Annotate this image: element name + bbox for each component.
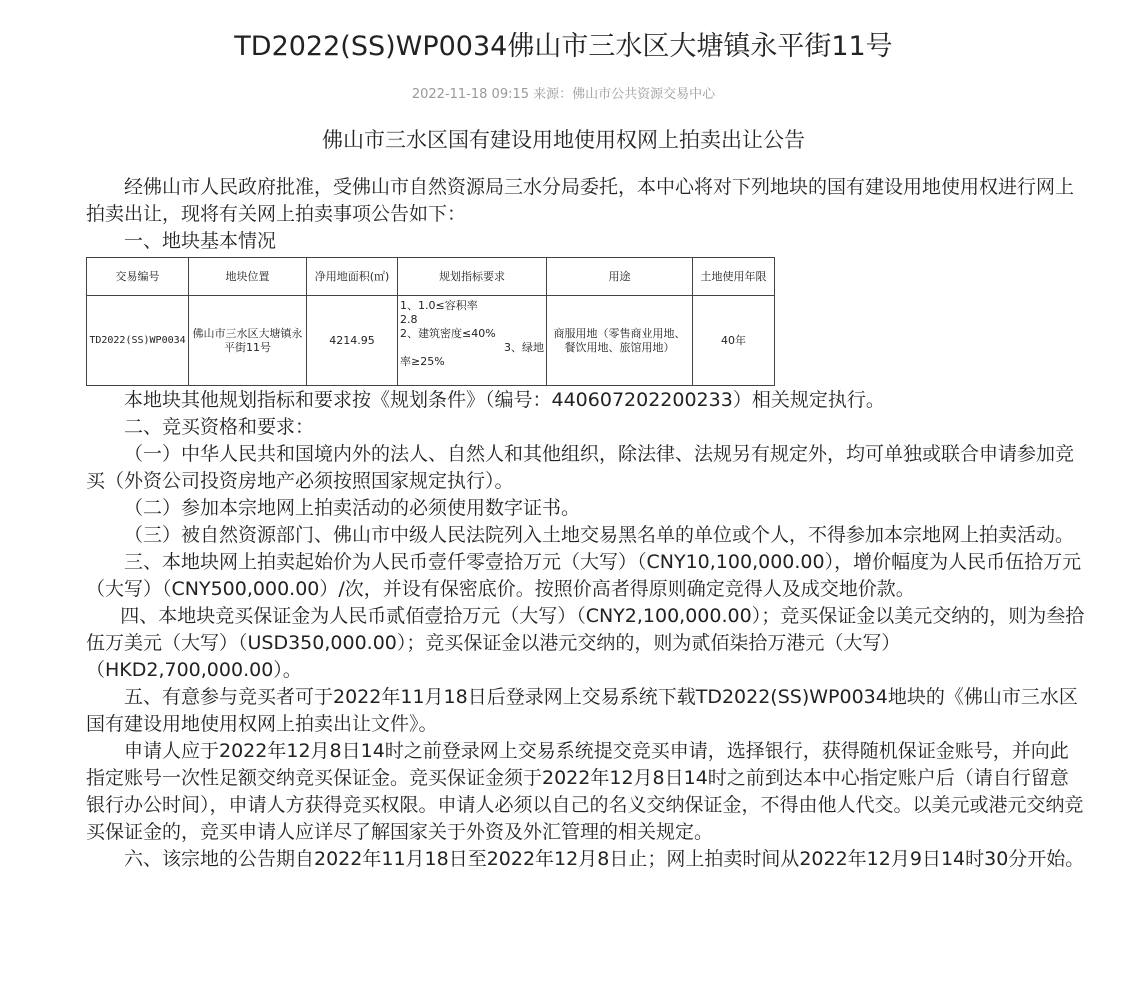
section3-paragraph: 三、本地块网上拍卖起始价为人民币壹仟零壹拾万元（大写）（CNY10,100,000.00），增价幅度为人民币伍拾万元（大写）（CNY500,000.00）/次，并设有保密底价。按照价高者得原则确定竞得人及成交地价款。: [86, 551, 1082, 600]
cell-location: 佛山市三水区大塘镇永平街11号: [189, 296, 307, 386]
section2-heading: 二、竞买资格和要求：: [124, 416, 315, 438]
section5-detail-paragraph: 申请人应于2022年12月8日14时之前登录网上交易系统提交竞买申请，选择银行，获得随机保证金账号，并向此指定账号一次性足额交纳竞买保证金。竞买保证金须于2022年12月8日14时之前到达本中心指定账户后（请自行留意银行办公时间），申请人方获得竞买权限。申请人必须以自己的名义交纳保证金，不得由他人代交。以美元或港元交纳竞买保证金的，竞买申请人应详尽了解国家关于外资及外汇管理的相关规定。: [86, 740, 1084, 843]
req-line-2: 2.8: [400, 313, 418, 326]
table-header-row: [87, 258, 775, 296]
cell-area: 4214.95: [307, 296, 398, 386]
article-title: TD2022(SS)WP0034佛山市三水区大塘镇永平街11号: [234, 31, 893, 62]
req-line-3: 2、建筑密度≤40%: [400, 327, 496, 340]
qualification-item-1: （一）中华人民共和国境内外的法人、自然人和其他组织，除法律、法规另有规定外，均可单独或联合申请参加竞买（外资公司投资房地产必须按照国家规定执行）。: [86, 443, 1075, 492]
announcement-title: 佛山市三水区国有建设用地使用权网上拍卖出让公告: [322, 128, 805, 152]
header-term: 土地使用年限: [693, 258, 775, 296]
header-requirements: 规划指标要求: [398, 258, 547, 296]
section6-paragraph: 六、该宗地的公告期自2022年11月18日至2022年12月8日止；网上拍卖时间从2022年12月9日14时30分开始。: [124, 848, 1085, 870]
plot-info-table: [86, 257, 775, 386]
header-code: 交易编号: [87, 258, 189, 296]
qualification-item-3: （三）被自然资源部门、佛山市中级人民法院列入土地交易黑名单的单位或个人，不得参加本宗地网上拍卖活动。: [124, 524, 1075, 546]
section1-heading: 一、地块基本情况: [124, 230, 277, 252]
announcement-body: [86, 174, 1086, 873]
header-use: 用途: [547, 258, 693, 296]
req-line-4: 3、绿地: [504, 341, 544, 354]
qualification-item-2: （二）参加本宗地网上拍卖活动的必须使用数字证书。: [124, 497, 581, 519]
header-location: 地块位置: [189, 258, 307, 296]
cell-code: TD2022(SS)WP0034: [87, 296, 189, 386]
planning-note: 本地块其他规划指标和要求按《规划条件》（编号：440607202200233）相关规定执行。: [124, 389, 885, 411]
req-line-5: 率≥25%: [400, 355, 445, 368]
table-row: [87, 296, 775, 386]
cell-requirements: [398, 296, 547, 386]
section5-paragraph: 五、有意参与竞买者可于2022年11月18日后登录网上交易系统下载TD2022(SS)WP0034地块的《佛山市三水区国有建设用地使用权网上拍卖出让文件》。: [86, 686, 1078, 735]
intro-paragraph: 经佛山市人民政府批准，受佛山市自然资源局三水分局委托，本中心将对下列地块的国有建设用地使用权进行网上拍卖出让，现将有关网上拍卖事项公告如下：: [86, 176, 1075, 225]
cell-use: 商服用地（零售商业用地、餐饮用地、旅馆用地）: [547, 296, 693, 386]
article-meta: 2022-11-18 09:15 来源：佛山市公共资源交易中心: [411, 87, 716, 102]
cell-term: 40年: [693, 296, 775, 386]
req-line-1: 1、1.0≤容积率: [400, 299, 478, 312]
section4-paragraph: 四、本地块竞买保证金为人民币贰佰壹拾万元（大写）（CNY2,100,000.00）；竞买保证金以美元交纳的，则为叁拾伍万美元（大写）（USD350,000.00）；竞买保证金以港元交纳的，则为贰佰柒拾万港元（大写）（HKD2,700,000.00）。: [86, 605, 1085, 681]
header-area: 净用地面积(㎡): [307, 258, 398, 296]
